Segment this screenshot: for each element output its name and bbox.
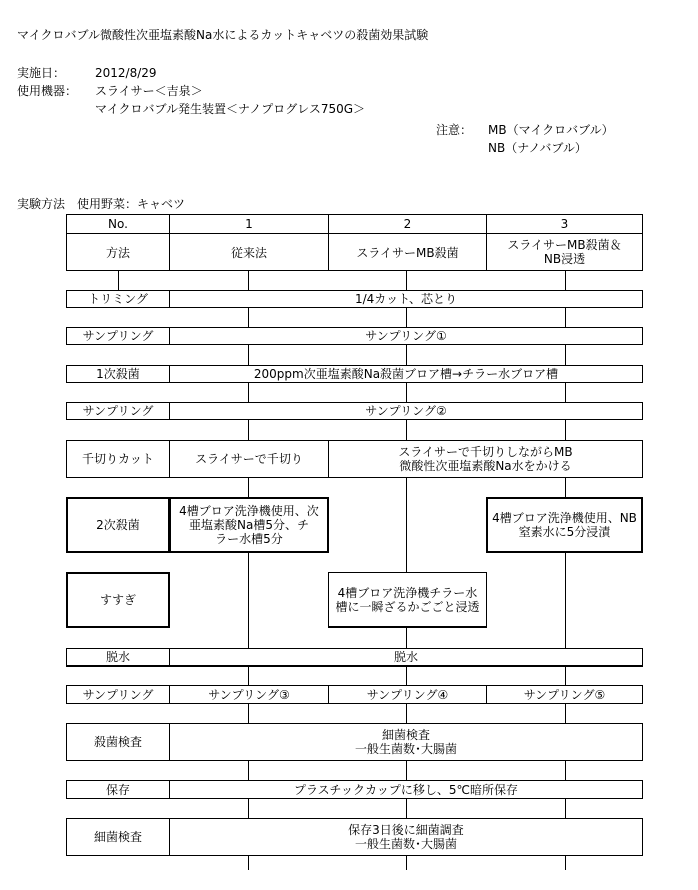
step-inspection2-label: 細菌検査 — [66, 818, 170, 856]
step-storage-label: 保存 — [66, 780, 170, 799]
step-sampling2-content: サンプリング② — [169, 402, 643, 420]
method-label: 方法 — [66, 233, 170, 271]
step-sampling3-col1: サンプリング③ — [169, 685, 329, 704]
step-inspection1-label: 殺菌検査 — [66, 723, 170, 761]
flow-line-label — [118, 270, 119, 290]
step-sampling2-label: サンプリング — [66, 402, 170, 420]
equipment-1: スライサー＜吉泉＞ — [95, 84, 203, 98]
step-sampling3-col3: サンプリング⑤ — [486, 685, 643, 704]
header-col2: 2 — [328, 214, 487, 234]
step-cutting-col23: スライサーで千切りしながらMB 微酸性次亜塩素酸Na水をかける — [328, 440, 643, 478]
step-rinse-label: すすぎ — [66, 572, 170, 628]
header-col3: 3 — [486, 214, 643, 234]
method-col2: スライサーMB殺菌 — [328, 233, 487, 271]
step-rinse-col2: 4槽ブロア洗浄機チラー水 槽に一瞬ざるかごごと浸透 — [328, 572, 487, 628]
step-cutting-col1: スライサーで千切り — [169, 440, 329, 478]
step-sterilize1-content: 200ppm次亜塩素酸Na殺菌ブロア槽→チラー水ブロア槽 — [169, 365, 643, 383]
step-sterilize2-label: 2次殺菌 — [66, 497, 170, 553]
method-heading: 実験方法 使用野菜：キャベツ — [17, 197, 186, 211]
note-1: MB（マイクロバブル） — [488, 123, 614, 137]
step-trimming-label: トリミング — [66, 290, 170, 308]
method-col3: スライサーMB殺菌＆ NB浸透 — [486, 233, 643, 271]
step-sterilize2-col1: 4槽ブロア洗浄機使用、次 亜塩素酸Na槽5分、チ ラー水槽5分 — [169, 497, 329, 553]
step-sampling1-content: サンプリング① — [169, 327, 643, 345]
step-dehydrate-label: 脱水 — [66, 648, 170, 667]
date-label: 実施日： — [17, 66, 66, 80]
page-title: マイクロバブル微酸性次亜塩素酸Na水によるカットキャベツの殺菌効果試験 — [17, 28, 429, 42]
note-2: NB（ナノバブル） — [488, 141, 587, 155]
method-col1: 従来法 — [169, 233, 329, 271]
step-sterilize2-col3: 4槽ブロア洗浄機使用、NB 窒素水に5分浸漬 — [486, 497, 643, 553]
header-col1: 1 — [169, 214, 329, 234]
note-label: 注意： — [436, 123, 473, 137]
date-value: 2012/8/29 — [95, 66, 157, 80]
step-sterilize1-label: 1次殺菌 — [66, 365, 170, 383]
step-inspection2-content: 保存3日後に細菌調査 一般生菌数･大腸菌 — [169, 818, 643, 856]
step-dehydrate-content: 脱水 — [169, 648, 643, 667]
step-cutting-label: 千切りカット — [66, 440, 170, 478]
step-sampling3-label: サンプリング — [66, 685, 170, 704]
equipment-label: 使用機器： — [17, 84, 78, 98]
header-no: No. — [66, 214, 170, 234]
step-sampling1-label: サンプリング — [66, 327, 170, 345]
step-trimming-content: 1/4カット、芯とり — [169, 290, 643, 308]
step-storage-content: プラスチックカップに移し、5℃暗所保存 — [169, 780, 643, 799]
step-inspection1-content: 細菌検査 一般生菌数･大腸菌 — [169, 723, 643, 761]
step-sampling3-col2: サンプリング④ — [328, 685, 487, 704]
equipment-2: マイクロバブル発生装置＜ナノプログレス750G＞ — [95, 102, 366, 116]
